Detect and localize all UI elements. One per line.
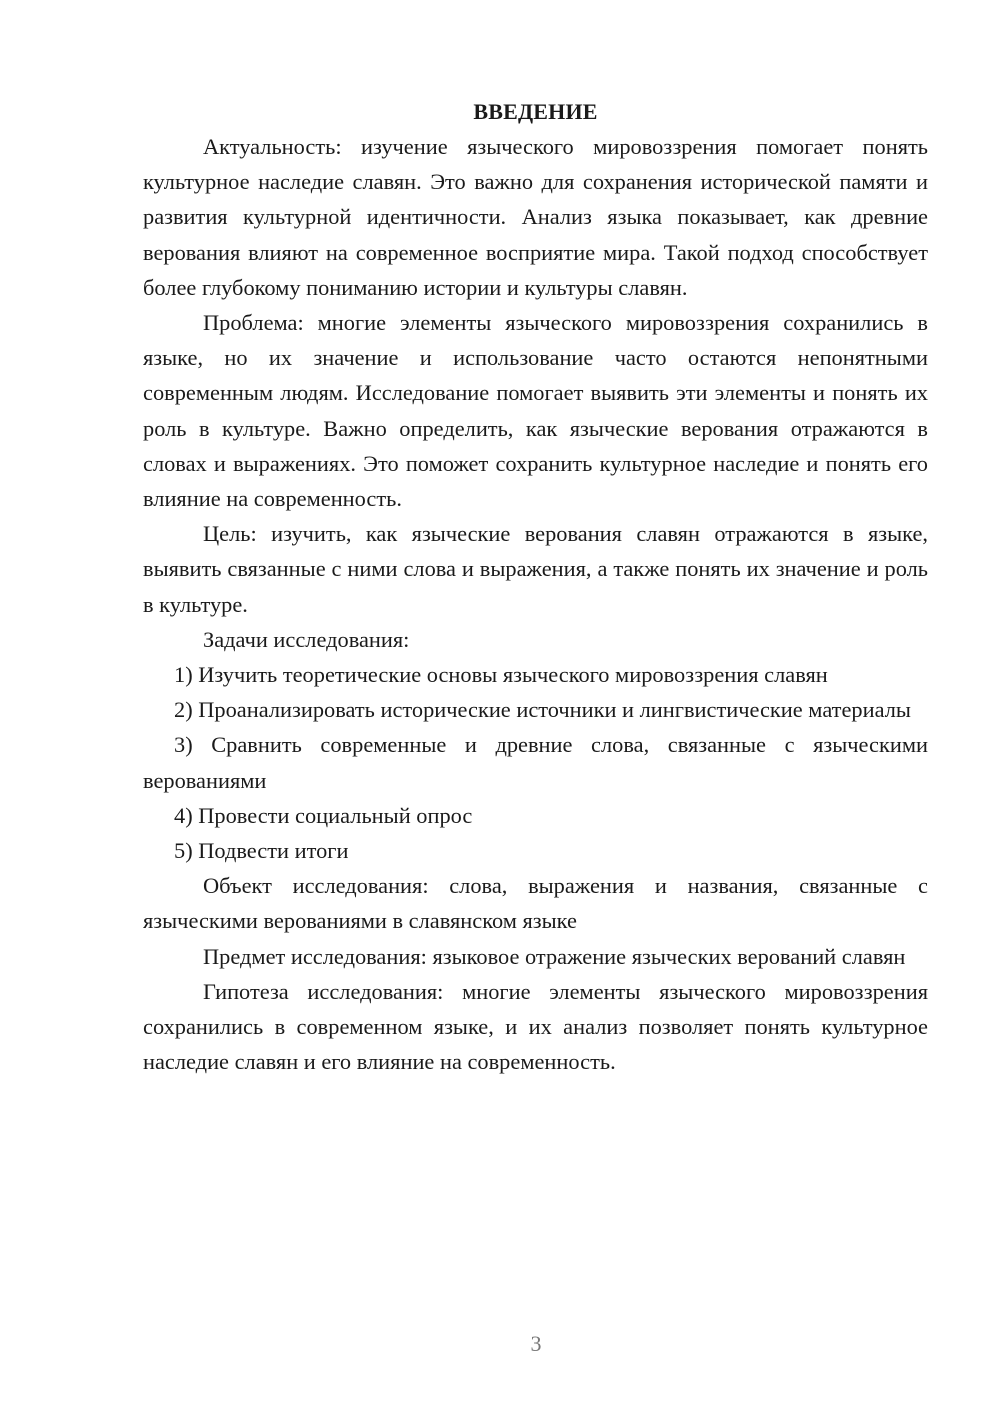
page-title: ВВЕДЕНИЕ [473, 99, 598, 124]
goal-paragraph: Цель: изучить, как языческие верования славян отражаются в языке, выявить связанные с ними слова и выражения, а также понять их значение и роль в культуре. [143, 521, 928, 617]
object-paragraph: Объект исследования: слова, выражения и названия, связанные с языческими верованиями в славянском языке [143, 873, 928, 934]
task-item: 5) Подвести итоги [174, 838, 349, 864]
subject-paragraph: Предмет исследования: языковое отражение языческих верований славян [203, 943, 906, 969]
tasks-heading: Задачи исследования: [203, 626, 410, 652]
task-item: 2) Проанализировать исторические источники и лингвистические материалы [174, 697, 911, 723]
document-page [143, 94, 928, 1079]
task-item: 1) Изучить теоретические основы языческого мировоззрения славян [174, 662, 828, 688]
page-number: 3 [530, 1331, 542, 1356]
task-item: 4) Провести социальный опрос [174, 802, 473, 828]
problem-paragraph: Проблема: многие элементы языческого мировоззрения сохранились в языке, но их значение и использование часто остаются непонятными современным людям. Исследование помогает выявить эти элементы и понять их роль в культуре. Важно определить, как языческие верования отражаются в словах и выражениях. Это поможет сохранить культурное наследие и понять его влияние на современность. [143, 310, 928, 512]
task-item: 3) Сравнить современные и древние слова, связанные с языческими верованиями [143, 732, 928, 793]
relevance-paragraph: Актуальность: изучение языческого мировоззрения помогает понять культурное наследие славян. Это важно для сохранения исторической памяти и развития культурной идентичности. Анализ языка показывает, как древние верования влияют на современное восприятие мира. Такой подход способствует более глубокому пониманию истории и культуры славян. [143, 134, 928, 300]
hypothesis-paragraph: Гипотеза исследования: многие элементы языческого мировоззрения сохранились в современном языке, и их анализ позволяет понять культурное наследие славян и его влияние на современность. [143, 978, 928, 1075]
